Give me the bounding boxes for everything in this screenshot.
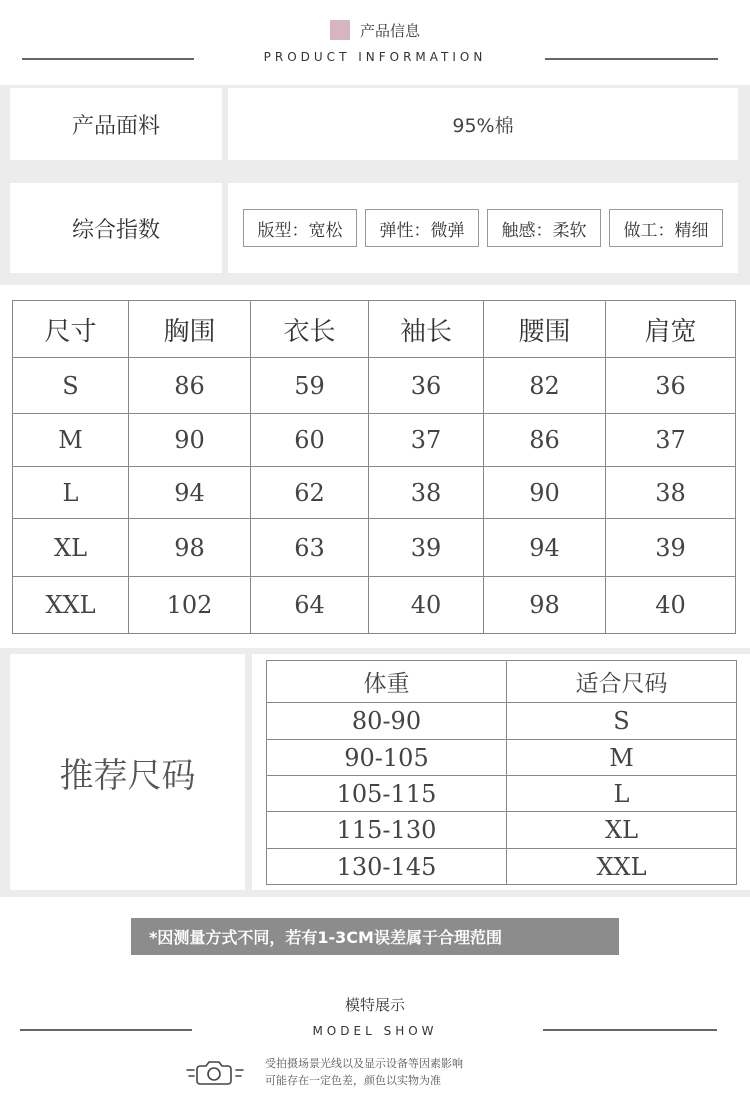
size-header-length: 衣长 — [251, 301, 369, 358]
measurement-note: *因测量方式不同，若有1-3CM误差属于合理范围 — [131, 918, 619, 955]
table-row — [13, 414, 736, 467]
size-header-chest: 胸围 — [129, 301, 251, 358]
fit-size-cell: M — [507, 740, 737, 776]
size-header-size: 尺寸 — [13, 301, 129, 358]
chest-cell: 102 — [129, 577, 251, 634]
weight-cell: 115-130 — [267, 812, 507, 849]
camera-icon — [185, 1058, 245, 1086]
size-cell: L — [13, 467, 129, 519]
recommend-header-size: 适合尺码 — [507, 661, 737, 703]
chest-cell: 86 — [129, 358, 251, 414]
index-label: 综合指数 — [10, 183, 222, 273]
table-row — [267, 812, 737, 849]
disclaimer-line-1: 受拍摄场景光线以及显示设备等因素影响 — [265, 1057, 463, 1070]
table-row — [13, 467, 736, 519]
accent-square — [330, 20, 350, 40]
product-info-title — [0, 20, 750, 41]
recommend-label: 推荐尺码 — [10, 654, 245, 890]
recommend-header-weight: 体重 — [267, 661, 507, 703]
length-cell: 60 — [251, 414, 369, 467]
fabric-value: 95%棉 — [228, 88, 738, 160]
model-show-subtitle: MODEL SHOW — [312, 1024, 438, 1038]
waist-cell: 82 — [484, 358, 606, 414]
sleeve-cell: 40 — [369, 577, 484, 634]
sleeve-cell: 36 — [369, 358, 484, 414]
weight-cell: 130-145 — [267, 849, 507, 885]
info-band — [0, 85, 750, 285]
model-divider-right — [543, 1029, 717, 1031]
recommend-header-row — [267, 661, 737, 703]
table-row — [267, 849, 737, 885]
size-header-waist: 腰围 — [484, 301, 606, 358]
shoulder-cell: 40 — [606, 577, 736, 634]
size-table-header-row — [13, 301, 736, 358]
table-row — [13, 519, 736, 577]
size-table — [12, 300, 736, 634]
table-row — [267, 740, 737, 776]
chest-cell: 90 — [129, 414, 251, 467]
chest-cell: 98 — [129, 519, 251, 577]
product-info-subtitle: PRODUCT INFORMATION — [263, 50, 487, 64]
weight-cell: 90-105 — [267, 740, 507, 776]
tag-elasticity: 弹性：微弹 — [365, 209, 479, 247]
length-cell: 64 — [251, 577, 369, 634]
sleeve-cell: 39 — [369, 519, 484, 577]
table-row — [267, 703, 737, 740]
color-disclaimer — [185, 1052, 545, 1092]
product-info-title-text: 产品信息 — [359, 22, 420, 40]
shoulder-cell: 38 — [606, 467, 736, 519]
shoulder-cell: 36 — [606, 358, 736, 414]
disclaimer-line-2: 可能存在一定色差，颜色以实物为准 — [265, 1074, 441, 1087]
size-header-sleeve: 袖长 — [369, 301, 484, 358]
weight-cell: 80-90 — [267, 703, 507, 740]
header-divider-right — [545, 58, 718, 60]
chest-cell: 94 — [129, 467, 251, 519]
size-cell: XL — [13, 519, 129, 577]
waist-cell: 94 — [484, 519, 606, 577]
index-tags — [228, 183, 738, 273]
length-cell: 59 — [251, 358, 369, 414]
length-cell: 63 — [251, 519, 369, 577]
size-cell: S — [13, 358, 129, 414]
fit-size-cell: S — [507, 703, 737, 740]
size-header-shoulder: 肩宽 — [606, 301, 736, 358]
size-cell: XXL — [13, 577, 129, 634]
table-row — [13, 577, 736, 634]
fabric-label: 产品面料 — [10, 88, 222, 160]
length-cell: 62 — [251, 467, 369, 519]
sleeve-cell: 38 — [369, 467, 484, 519]
tag-fit: 版型：宽松 — [243, 209, 357, 247]
waist-cell: 98 — [484, 577, 606, 634]
fit-size-cell: XXL — [507, 849, 737, 885]
product-info-header — [0, 0, 750, 85]
sleeve-cell: 37 — [369, 414, 484, 467]
table-row — [267, 776, 737, 812]
waist-cell: 86 — [484, 414, 606, 467]
recommend-table — [266, 660, 737, 885]
fit-size-cell: L — [507, 776, 737, 812]
disclaimer-text — [265, 1055, 463, 1089]
fit-size-cell: XL — [507, 812, 737, 849]
size-cell: M — [13, 414, 129, 467]
shoulder-cell: 39 — [606, 519, 736, 577]
waist-cell: 90 — [484, 467, 606, 519]
tag-workmanship: 做工：精细 — [609, 209, 723, 247]
weight-cell: 105-115 — [267, 776, 507, 812]
table-row — [13, 358, 736, 414]
tag-touch: 触感：柔软 — [487, 209, 601, 247]
model-show-title: 模特展示 — [344, 996, 405, 1014]
model-show-header — [0, 975, 750, 1045]
shoulder-cell: 37 — [606, 414, 736, 467]
